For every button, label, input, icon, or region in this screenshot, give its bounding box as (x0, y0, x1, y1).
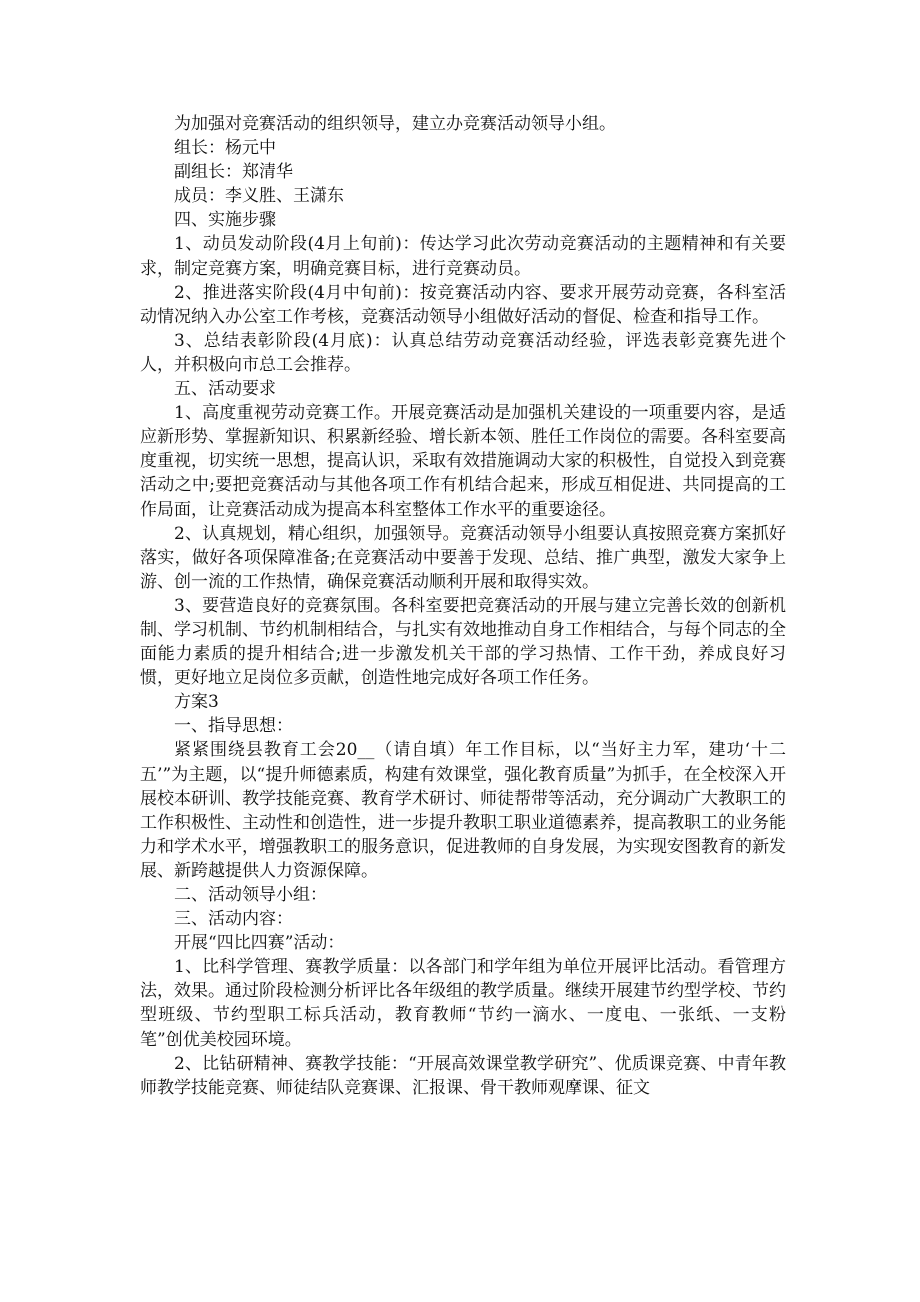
section-heading: 五、活动要求 (174, 379, 276, 400)
paragraph: 2、比钻研精神、赛教学技能：“开展高效课堂教学研究”、优质课竞赛、中青年教师教学技能竞赛、师徒结队竞赛课、汇报课、骨干教师观摩课、征文 (140, 1053, 786, 1098)
paragraph: 2、推进落实阶段(4月中旬前)：按竞赛活动内容、要求开展劳动竞赛，各科室活动情况纳入办公室工作考核，竞赛活动领导小组做好活动的督促、检查和指导工作。 (140, 282, 786, 327)
paragraph: 成员：李义胜、王潇东 (174, 186, 344, 207)
document-body (140, 112, 786, 1100)
paragraph: 2、认真规划，精心组织，加强领导。竞赛活动领导小组要认真按照竞赛方案抓好落实，做好各项保障准备;在竞赛活动中要善于发现、总结、推广典型，激发大家争上游、创一流的工作热情，确保竞赛活动顺利开展和取得实效。 (140, 523, 786, 592)
paragraph: 紧紧围绕县教育工会20__（请自填）年工作目标，以“当好主力军，建功‘十二五’”为主题，以“提升师德素质，构建有效课堂，强化教育质量”为抓手，在全校深入开展校本研训、教学技能竞赛、教育学术研讨、师徒帮带等活动，充分调动广大教职工的工作积极性、主动性和创造性，进一步提升教职工职业道德素养，提高教职工的业务能力和学术水平，增强教职工的服务意识，促进教师的自身发展，为实现安图教育的新发展、新跨越提供人力资源保障。 (140, 740, 786, 881)
paragraph: 1、动员发动阶段(4月上旬前)：传达学习此次劳动竞赛活动的主题精神和有关要求，制定竞赛方案，明确竞赛目标，进行竞赛动员。 (140, 234, 786, 279)
paragraph: 开展“四比四赛”活动： (174, 933, 345, 954)
paragraph: 1、高度重视劳动竞赛工作。开展竞赛活动是加强机关建设的一项重要内容，是适应新形势、掌握新知识、积累新经验、增长新本领、胜任工作岗位的需要。各科室要高度重视，切实统一思想，提高认识，采取有效措施调动大家的积极性，自觉投入到竞赛活动之中;要把竞赛活动与其他各项工作有机结合起来，形成互相促进、共同提高的工作局面，让竞赛活动成为提高本科室整体工作水平的重要途径。 (140, 403, 786, 520)
paragraph: 3、总结表彰阶段(4月底)：认真总结劳动竞赛活动经验，评选表彰竞赛先进个人，并积极向市总工会推荐。 (140, 330, 786, 375)
paragraph: 为加强对竞赛活动的组织领导，建立办竞赛活动领导小组。 (174, 114, 616, 134)
paragraph: 副组长：郑清华 (174, 162, 293, 183)
paragraph: 组长：杨元中 (174, 138, 276, 159)
section-heading: 三、活动内容： (174, 909, 293, 930)
paragraph: 1、比科学管理、赛教学质量：以各部门和学年组为单位开展评比活动。看管理方法，效果。通过阶段检测分析评比各年级组的教学质量。继续开展建节约型学校、节约型班级、节约型职工标兵活动，教育教师“节约一滴水、一度电、一张纸、一支粉笔”创优美校园环境。 (140, 957, 786, 1050)
section-heading: 方案3 (174, 692, 219, 713)
section-heading: 一、指导思想： (174, 716, 293, 737)
section-heading: 二、活动领导小组： (174, 885, 327, 905)
paragraph: 3、要营造良好的竞赛氛围。各科室要把竞赛活动的开展与建立完善长效的创新机制、学习机制、节约机制相结合，与扎实有效地推动自身工作相结合，与每个同志的全面能力素质的提升相结合;进一步激发机关干部的学习热情、工作干劲，养成良好习惯，更好地立足岗位多贡献，创造性地完成好各项工作任务。 (140, 595, 786, 689)
section-heading: 四、实施步骤 (174, 210, 276, 231)
